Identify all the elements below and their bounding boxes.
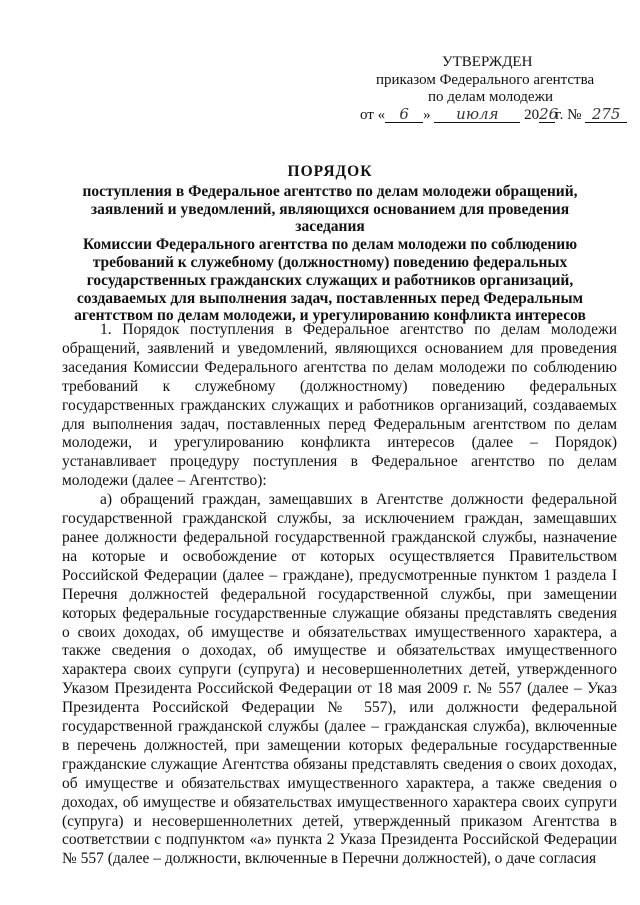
- title-line: создаваемых для выполнения задач, поставленных перед Федеральным: [76, 289, 584, 307]
- title-line: агентством по делам молодежи, и урегулированию конфликта интересов: [74, 307, 586, 325]
- handwritten-day: 6: [385, 107, 423, 123]
- paragraph: а) обращений граждан, замещавших в Агентстве должности федеральной государственной гражданской службы, за исключением граждан, замещавших ранее должности федеральной государственной гражданской службы, назначение на которые и освобождение от которых осуществляется Правительством Российской Федерации (далее – граждане), предусмотренные пунктом 1 раздела I Перечня должностей федеральной государственной службы, при замещении которых федеральные государственные служащие обязаны представлять сведения о своих доходах, об имуществе и обязательствах имущественного характера, а также сведения о доходах, об имуществе и обязательствах имущественного характера своих супруги (супруга) и несовершеннолетних детей, утвержденного Указом Президента Российской Федерации от 18 мая 2009 г. № 557 (далее – Указ Президента Российской Федерации № 557), или должности федеральной государственной гражданской службы (далее – гражданская служба), включенные в перечень должностей, при замещении которых федеральные государственные гражданские служащие Агентства обязаны представлять сведения о своих доходах, об имуществе и обязательствах имущественного характера, а также сведения о доходах, об имуществе и обязательствах имущественного характера своих супруги (супруга) и несовершеннолетних детей, утвержденный приказом Агентства в соответствии с подпунктом «а» пункта 2 Указа Президента Российской Федерации № 557 (далее – должности, включенные в Перечни должностей), о даче согласия: [62, 491, 617, 868]
- year-number-label: г. №: [555, 106, 582, 123]
- year-prefix: 20: [524, 106, 540, 123]
- handwritten-order-number: 275: [585, 107, 627, 123]
- title-line: заявлений и уведомлений, являющихся основанием для проведения заседания: [90, 200, 570, 236]
- approval-line-2: по делам молодежи: [428, 89, 553, 105]
- handwritten-year: 26: [539, 104, 559, 123]
- paragraph: 1. Порядок поступления в Федеральное агентство по делам молодежи обращений, заявлений и уведомлений, являющихся основанием для проведения заседания Комиссии Федерального агентства по делам молодежи по соблюдению требований к служебному (должностному) поведению федеральных государственных гражданских служащих и работников организаций, создаваемых для выполнения задач, поставленных перед Федеральным агентством по делам молодежи, и урегулированию конфликта интересов (далее – Порядок) устанавливает процедуру поступления в Федеральное агентство по делам молодежи (далее – Агентство):: [62, 321, 617, 490]
- title-line: государственных гражданских служащих и работников организаций,: [86, 271, 574, 289]
- title-main: ПОРЯДОК: [287, 163, 373, 180]
- date-prefix: от «: [360, 106, 386, 123]
- approval-stamp: [360, 54, 620, 124]
- document-body: [62, 321, 617, 869]
- title-line: поступления в Федеральное агентство по делам молодежи обращений,: [82, 182, 578, 200]
- date-quote: »: [423, 106, 431, 123]
- handwritten-month: июля: [434, 107, 520, 123]
- title-line: требований к служебному (должностному) поведению федеральных: [92, 253, 568, 271]
- approval-date-line: [360, 104, 621, 125]
- approval-line-1: приказом Федерального агентства: [376, 71, 595, 88]
- approved-heading: УТВЕРЖДЕН: [442, 54, 533, 70]
- title-line: Комиссии Федерального агентства по делам молодежи по соблюдению: [82, 236, 578, 254]
- document-title: [60, 163, 600, 325]
